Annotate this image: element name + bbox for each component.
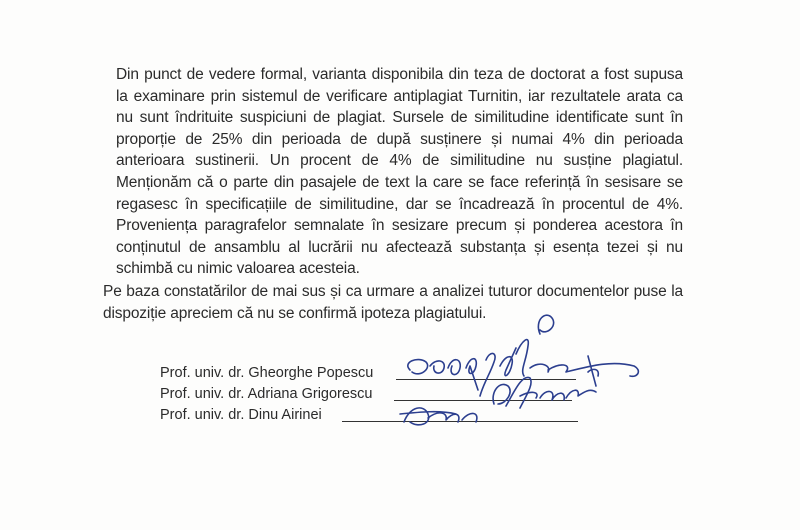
- document-body: [103, 64, 683, 324]
- signatories-block: [160, 363, 373, 426]
- signatory-row: [160, 384, 373, 405]
- signature-line: [342, 421, 578, 422]
- paragraph-findings: Din punct de vedere formal, varianta disponibila din teza de doctorat a fost supusa la examinare prin sistemul de verificare antiplagiat Turnitin, iar rezultatele arata ca nu sunt îndrituite suspiciuni de plagiat. Sursele de similitudine identificate sunt în proporție de 25% din perioada de după susținere și numai 4% din perioada anterioara sustinerii. Un procent de 4% de similitudine nu susține plagiatul. Menționăm că o parte din pasajele de text la care se face referință în sesisare se regasesc în specificațiile de similitudine, dar se încadrează în procentul de 4%. Proveniența paragrafelor semnalate în sesizare precum și ponderea acestora în conținutul de ansamblu al lucrării nu afectează substanța și esența tezei și nu schimbă cu nimic valoarea acesteia.: [116, 66, 683, 278]
- signatory-name: Prof. univ. dr. Gheorghe Popescu: [160, 365, 374, 381]
- signatory-name: Prof. univ. dr. Adriana Grigorescu: [160, 386, 373, 402]
- signature-grigorescu: [493, 369, 598, 408]
- signature-airinei: [400, 408, 477, 425]
- signatory-row: [160, 405, 373, 426]
- signature-line: [396, 379, 576, 380]
- signatory-name: Prof. univ. dr. Dinu Airinei: [160, 407, 322, 423]
- paragraph-conclusion: Pe baza constatărilor de mai sus și ca urmare a analizei tuturor documentelor puse la dispoziție apreciem că nu se confirmă ipoteza plagiatului.: [103, 282, 683, 322]
- signature-line: [394, 400, 572, 401]
- signature-popescu: [408, 315, 639, 396]
- signatory-row: [160, 363, 373, 384]
